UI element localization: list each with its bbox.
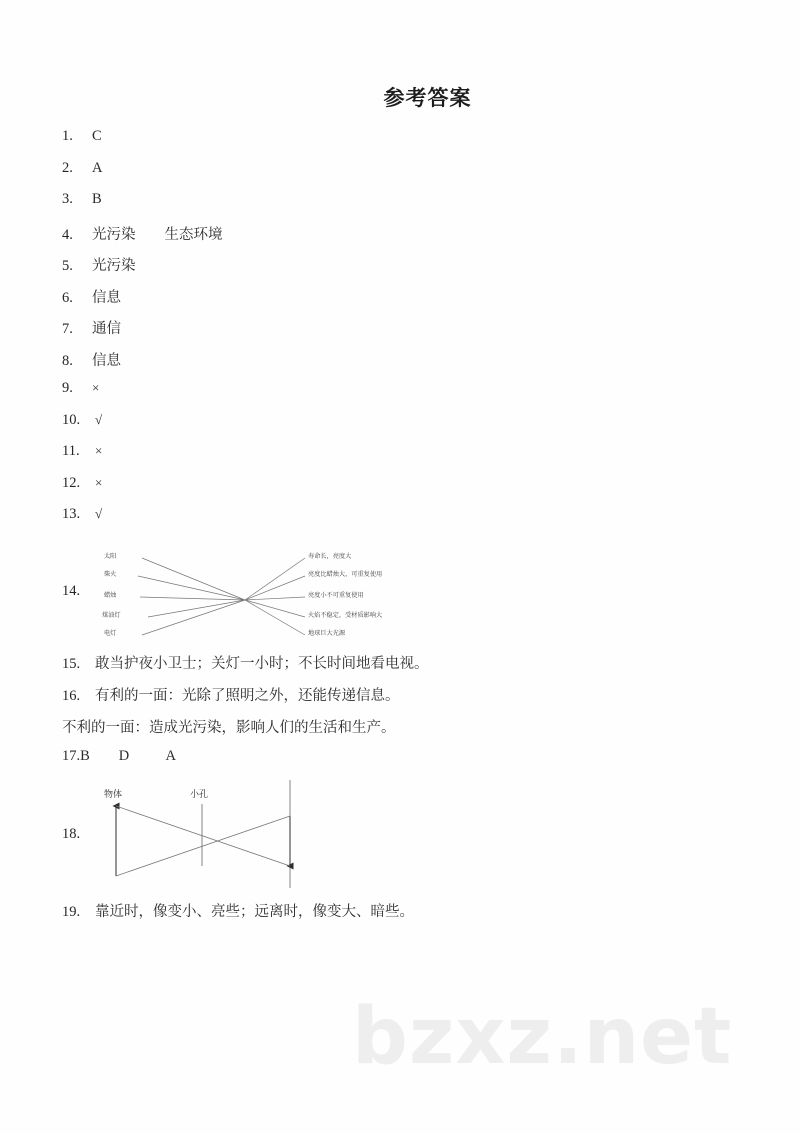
list-item: [62, 506, 762, 538]
match-left-item-candle: 蜡烛: [104, 592, 117, 599]
answer-number: 15.: [62, 656, 81, 672]
answer-number: 5.: [62, 258, 73, 274]
answer-number: 12.: [62, 474, 81, 491]
list-item: [62, 317, 762, 349]
list-item: [62, 443, 762, 475]
question-15: [62, 652, 429, 684]
answer-text: √: [95, 411, 103, 427]
pinhole-aperture-label: 小孔: [190, 789, 209, 799]
answer-text: 通信: [92, 321, 121, 337]
pinhole-diagram-svg: [94, 778, 324, 890]
answer-number: 4.: [62, 226, 73, 243]
answer-number: 18.: [62, 826, 81, 842]
answer-number: 6.: [62, 289, 73, 306]
answer-number: 10.: [62, 411, 81, 428]
answer-text: √: [95, 506, 103, 521]
page-title: 参考答案: [383, 86, 472, 110]
answer-text: D A: [89, 748, 176, 764]
match-right-item-earth-source: 地球巨大光源: [308, 630, 346, 637]
matching-diagram: [100, 545, 440, 645]
answer-text: ×: [95, 443, 103, 458]
watermark: bzxz.net: [352, 992, 733, 1082]
question-17: [62, 748, 176, 780]
answer-number: 16.: [62, 688, 81, 704]
answer-number: 14.: [62, 583, 81, 599]
answer-text: 靠近时，像变小、亮些；远离时，像变大、暗些。: [95, 904, 414, 920]
list-item: [62, 223, 762, 255]
match-right-item-brighter: 亮度比蜡烛大，可重复使用: [308, 571, 383, 578]
answer-number: 3.: [62, 191, 73, 207]
answer-text: ×: [95, 474, 103, 490]
answer-list: [62, 128, 762, 538]
answer-number: 1.: [62, 128, 73, 144]
answer-text-line1: 有利的一面：光除了照明之外，还能传递信息。: [95, 688, 400, 704]
answer-number: 7.: [62, 321, 73, 337]
question-14: [62, 545, 762, 649]
answer-text-line2: 不利的一面：造成光污染，影响人们的生活和生产。: [62, 720, 396, 736]
list-item: [62, 128, 762, 160]
question-16: [62, 684, 400, 716]
question-18: [62, 778, 762, 893]
list-item: [62, 160, 762, 192]
list-item: [62, 475, 762, 507]
list-item: [62, 412, 762, 444]
answer-number: 17.B: [62, 748, 90, 764]
answer-text: B: [92, 191, 102, 207]
list-item: [62, 286, 762, 318]
pinhole-camera-diagram: [94, 778, 324, 890]
answer-text: ×: [92, 380, 100, 395]
answer-text: C: [92, 128, 102, 144]
list-item: [62, 380, 762, 412]
list-item: [62, 349, 762, 381]
match-right-item-long-life: 寿命长，亮度大: [308, 553, 352, 560]
match-right-item-unstable: 火焰不稳定，受材质影响大: [308, 612, 383, 619]
question-16-continuation: [62, 716, 396, 748]
match-left-item-oil-lamp: 煤油灯: [102, 612, 121, 619]
list-item: [62, 254, 762, 286]
answer-text: 光污染: [92, 258, 136, 274]
list-item: [62, 191, 762, 223]
match-left-item-electric-lamp: 电灯: [104, 630, 117, 637]
matching-lines-svg: [100, 545, 440, 645]
match-right-item-low-bright: 亮度小不可重复使用: [308, 592, 364, 599]
answer-text: A: [92, 159, 103, 176]
answer-number: 11.: [62, 443, 80, 459]
answer-number: 19.: [62, 904, 81, 920]
answer-text: 敢当护夜小卫士；关灯一小时；不长时间地看电视。: [95, 656, 429, 672]
question-19: [62, 900, 414, 932]
answer-text: 信息: [92, 289, 121, 306]
answer-text: 光污染 生态环境: [92, 226, 223, 243]
pinhole-object-label: 物体: [104, 789, 123, 799]
match-left-item-firewood: 柴火: [104, 571, 117, 578]
answer-number: 8.: [62, 352, 73, 369]
answer-number: 9.: [62, 380, 73, 396]
answer-number: 2.: [62, 159, 73, 176]
match-left-item-sun: 太阳: [104, 553, 117, 560]
answer-number: 13.: [62, 506, 81, 522]
answer-text: 信息: [92, 352, 121, 369]
